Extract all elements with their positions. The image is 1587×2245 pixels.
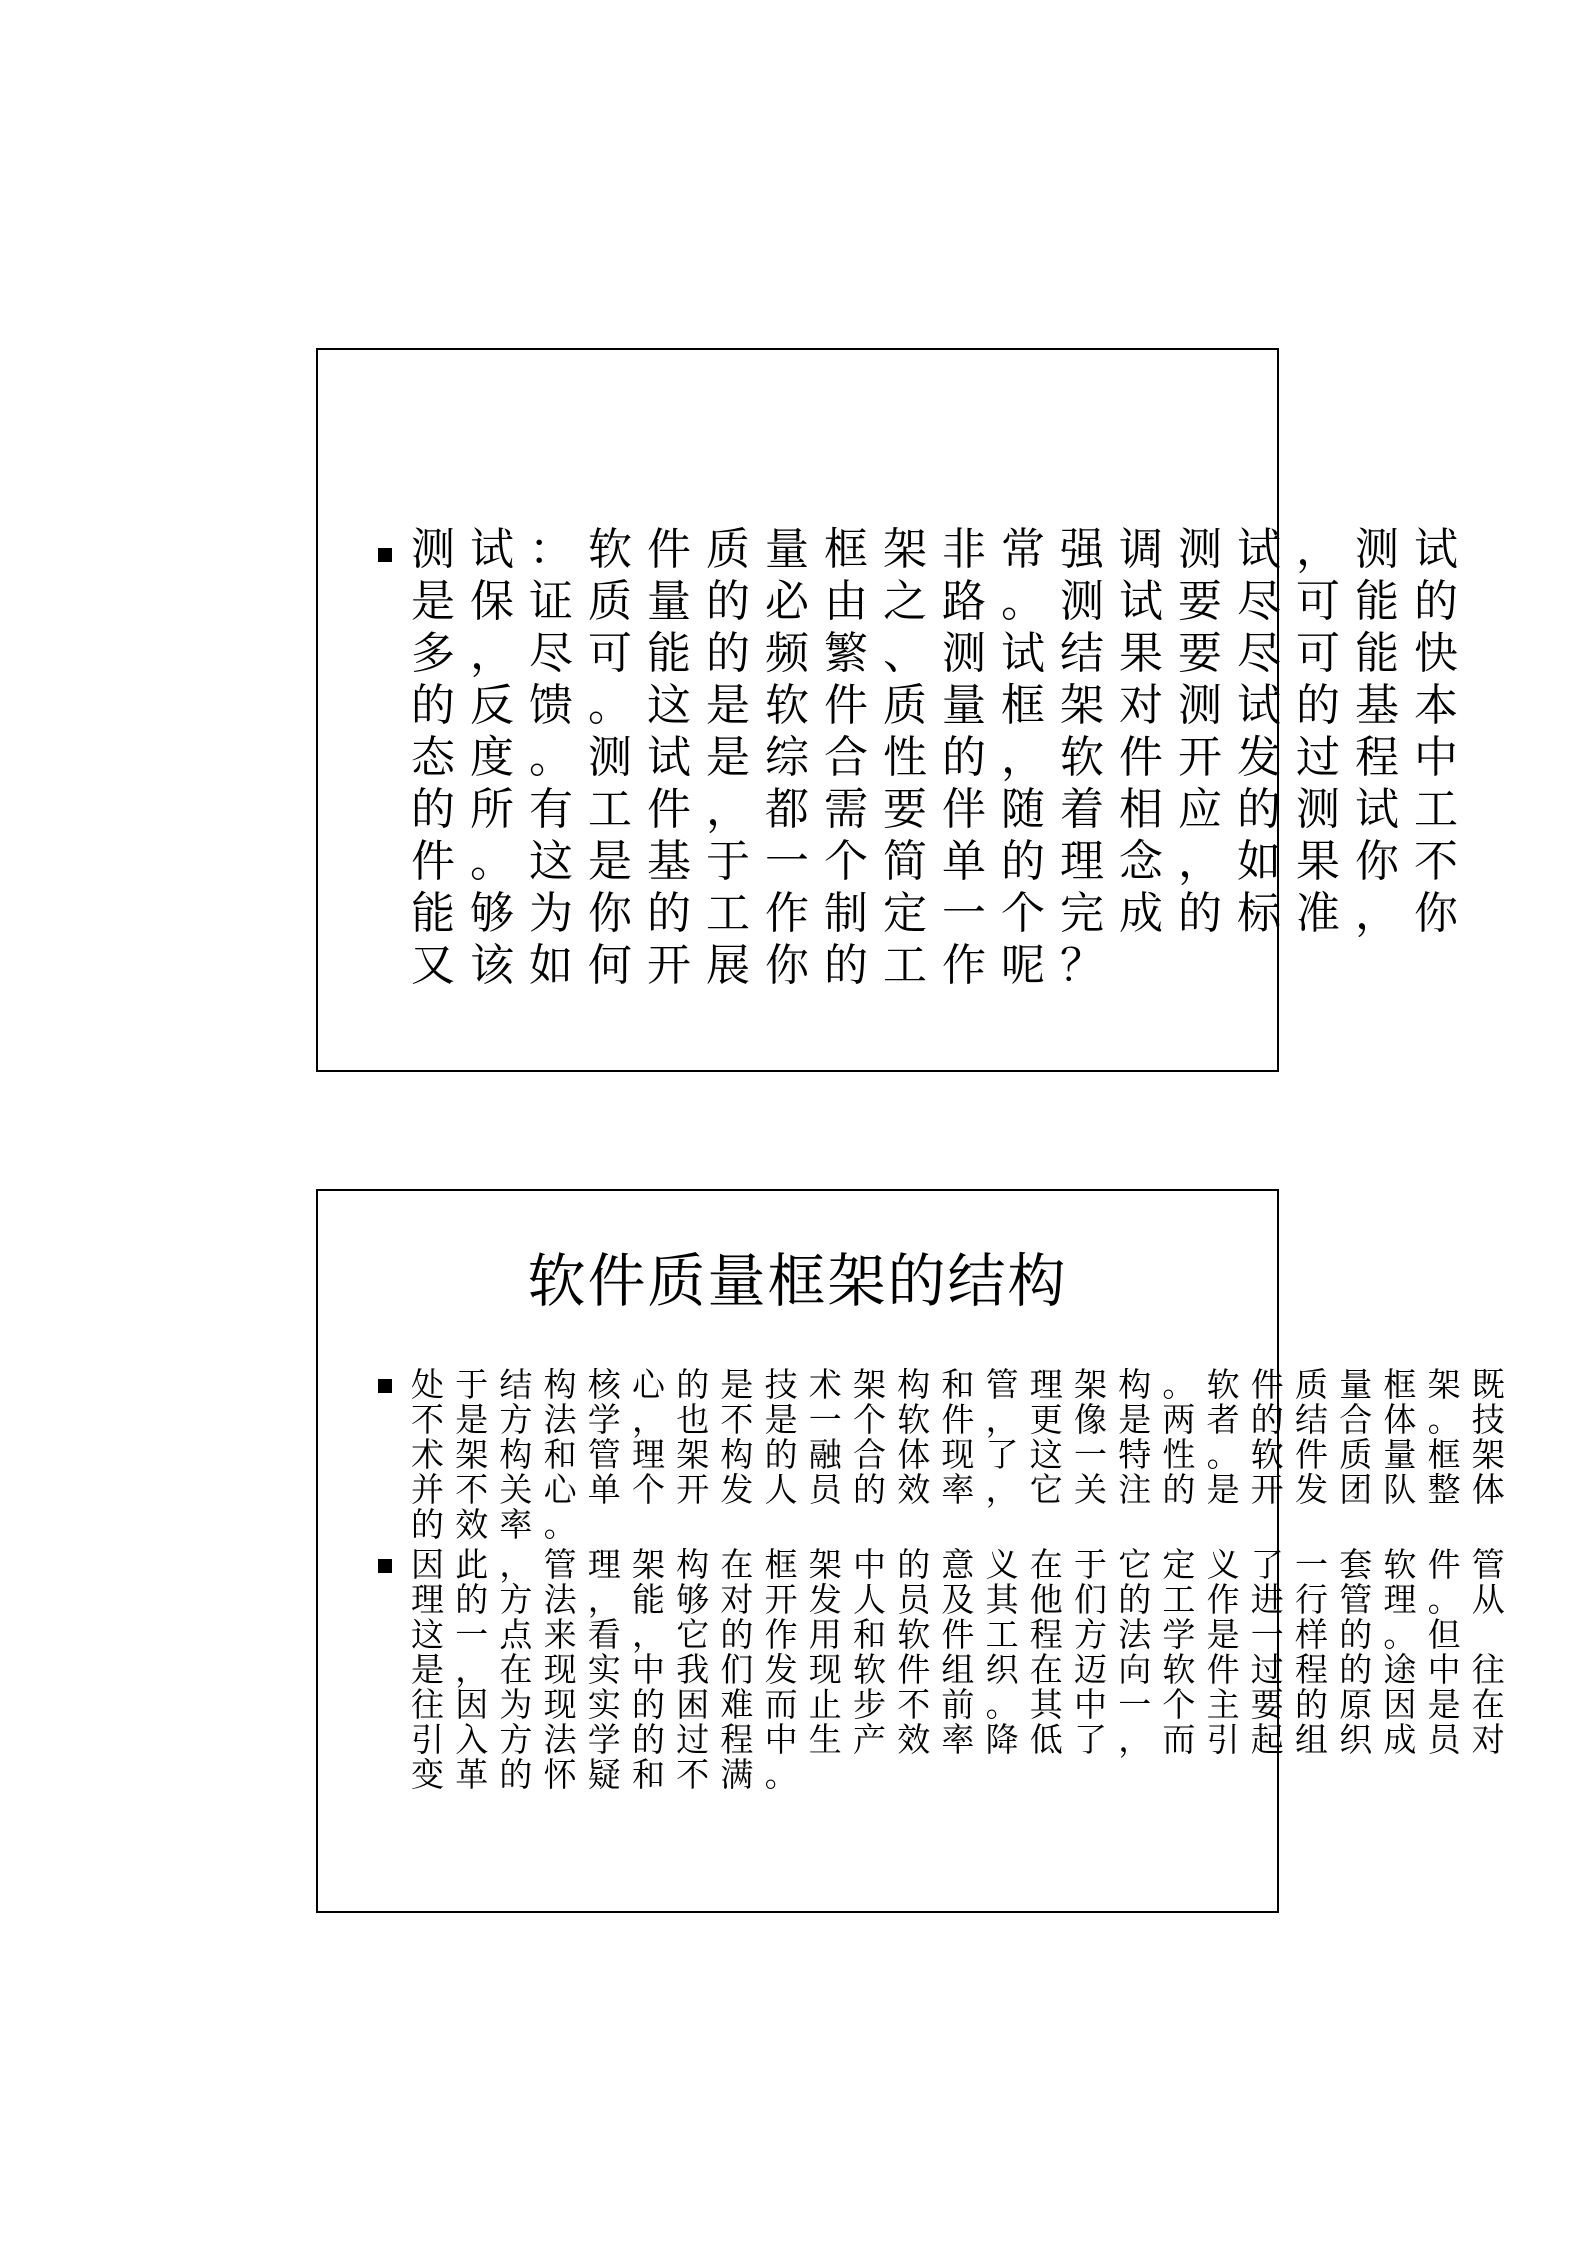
text-line: 往因为现实的困难而止步不前。其中一个主要的原因是在: [411, 1685, 1516, 1724]
slide-title: 软件质量框架的结构: [527, 1247, 1068, 1315]
text-line: 引入方法学的过程中生产效率降低了，而引起组织成员对: [411, 1720, 1516, 1759]
bullet-square-icon: [378, 1379, 392, 1393]
text-line: 是保证质量的必由之路。测试要尽可能的: [411, 576, 1473, 627]
text-line: 态度。测试是综合性的，软件开发过程中: [411, 732, 1473, 783]
bullet-text: [411, 1547, 1516, 1792]
slide-framework-structure: [316, 1189, 1516, 1913]
bullet-square-icon: [378, 1559, 392, 1573]
text-line: 不是方法学，也不是一个软件，更像是两者的结合体。技: [411, 1400, 1516, 1439]
text-line: 是，在现实中我们发现软件组织在迈向软件过程的途中往: [411, 1650, 1516, 1689]
text-line: 变革的怀疑和不满。: [411, 1755, 809, 1794]
text-line: 件。这是基于一个简单的理念，如果你不: [411, 836, 1473, 887]
text-line: 的反馈。这是软件质量框架对测试的基本: [411, 680, 1473, 731]
text-line: 又该如何开展你的工作呢？: [411, 940, 1119, 991]
bullet-text: [411, 1367, 1516, 1542]
text-line: 术架构和管理架构的融合体现了这一特性。软件质量框架: [411, 1435, 1516, 1474]
bullet-text: [411, 524, 1473, 992]
slide-testing: [316, 348, 1473, 1072]
text-line: 的所有工件，都需要伴随着相应的测试工: [411, 784, 1473, 835]
text-line: 能够为你的工作制定一个完成的标准，你: [411, 888, 1473, 939]
text-line: 并不关心单个开发人员的效率，它关注的是开发团队整体: [411, 1470, 1516, 1509]
text-line: 这一点来看，它的作用和软件工程方法学是一样的。但: [411, 1615, 1472, 1654]
text-line: 处于结构核心的是技术架构和管理架构。软件质量框架既: [411, 1365, 1516, 1404]
text-line: 多，尽可能的频繁、测试结果要尽可能快: [411, 628, 1473, 679]
text-line: 的效率。: [411, 1505, 588, 1544]
text-line: 测试：软件质量框架非常强调测试，测试: [411, 524, 1473, 575]
text-line: 因此，管理架构在框架中的意义在于它定义了一套软件管: [411, 1545, 1516, 1584]
text-line: 理的方法，能够对开发人员及其他们的工作进行管理。从: [411, 1580, 1516, 1619]
bullet-square-icon: [378, 548, 392, 562]
